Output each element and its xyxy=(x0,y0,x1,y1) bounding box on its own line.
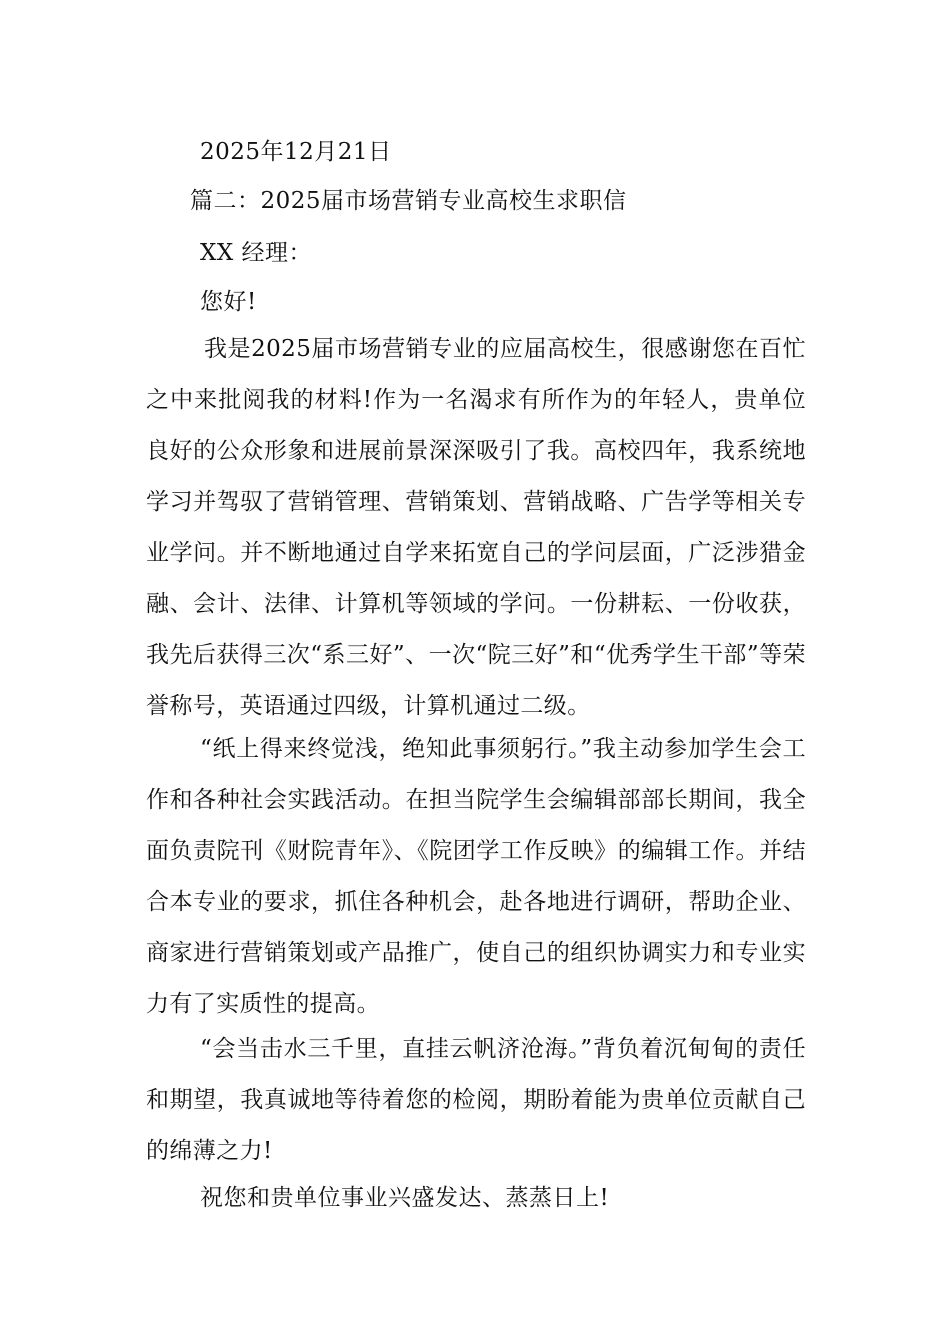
paragraph-expectation: “会当击水三千里，直挂云帆济沧海。”背负着沉甸甸的责任和期望，我真诚地等待着您的检阅，期盼着能为贵单位贡献自己的绵薄之力! xyxy=(146,1036,806,1164)
salutation: XX 经理： xyxy=(200,240,313,266)
section-title: 篇二：2025届市场营销专业高校生求职信 xyxy=(190,188,627,214)
paragraph-practice: “纸上得来终觉浅，绝知此事须躬行。”我主动参加学生会工作和各种社会实践活动。在担当院学生会编辑部部长期间，我全面负责院刊《财院青年》、《院团学工作反映》的编辑工作。并结合本专业的要求，抓住各种机会，赴各地进行调研，帮助企业、商家进行营销策划或产品推广，使自己的组织协调实力和专业实力有了实质性的提高。 xyxy=(146,736,806,1017)
paragraph-introduction: 我是2025届市场营销专业的应届高校生，很感谢您在百忙之中来批阅我的材料!作为一名渴求有所作为的年轻人，贵单位良好的公众形象和进展前景深深吸引了我。高校四年，我系统地学习并驾驭了营销管理、营销策划、营销战略、广告学等相关专业学问。并不断地通过自学来拓宽自己的学问层面，广泛涉猎金融、会计、法律、计算机等领域的学问。一份耕耘、一份收获，我先后获得三次“系三好”、一次“院三好”和“优秀学生干部”等荣誉称号，英语通过四级，计算机通过二级。 xyxy=(146,336,806,719)
letter-date: 2025年12月21日 xyxy=(200,139,392,165)
closing-wish: 祝您和贵单位事业兴盛发达、蒸蒸日上! xyxy=(200,1185,610,1211)
greeting: 您好! xyxy=(200,289,257,315)
